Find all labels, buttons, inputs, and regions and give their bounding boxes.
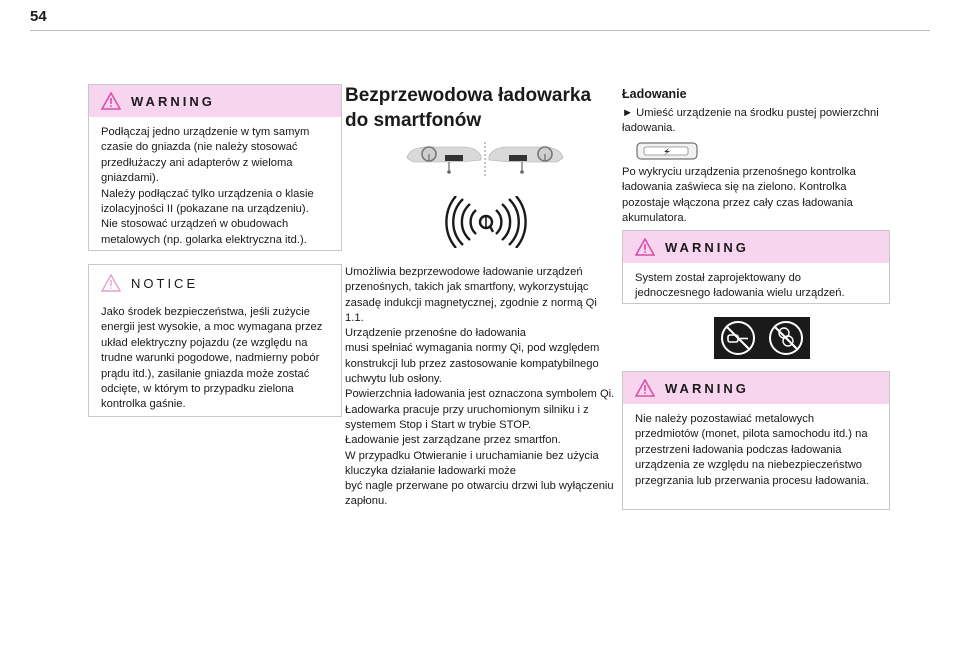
charger-indicator-icon — [636, 142, 698, 160]
warning-box-right-1 — [622, 230, 890, 304]
notice-triangle-icon — [101, 274, 121, 292]
steering-wheel-icon-rhd — [489, 147, 563, 174]
warning-text: Podłączaj jedno urządzenie w tym samym czasie do gniazda (nie należy stosować przedłużaczy ani adapterów z wieloma gniazdami). Należy podłączać tylko urządzenia o klasie izolacyjności II (pokazane na urządzeniu). Nie stosować urządzeń w obudowach metalowych (np. golarka elektryczna itd.). — [101, 126, 314, 246]
warning-header — [623, 372, 889, 404]
warning-triangle-icon — [635, 238, 655, 256]
warning-triangle-icon — [635, 379, 655, 397]
charging-heading: Ładowanie — [622, 87, 687, 101]
warning-title: WARNING — [665, 380, 749, 396]
top-rule — [30, 30, 930, 31]
notice-text: Jako środek bezpieczeństwa, jeśli zużycie energii jest wysokie, a moc wymagana przez układ elektryczny pojazdu (ze względu na trudne warunki pogodowe, nadmierny pobór prądu itd.), zasilanie gniazda może zostać odcięte, w którym to przypadku zielona kontrolka gaśnie. — [101, 306, 323, 411]
warning-box-left — [88, 84, 342, 251]
charging-description: Po wykryciu urządzenia przenośnego kontrolka ładowania zaświeca się na zielono. Kontrolka pozostaje włączona przez cały czas ładowania akumulatora. — [622, 166, 856, 224]
steering-wheel-icon — [407, 147, 481, 174]
warning-triangle-icon — [101, 92, 121, 110]
page-number: 54 — [30, 8, 47, 25]
steering-wheel-figure — [405, 140, 565, 178]
warning-title: WARNING — [131, 93, 215, 109]
section-title: Bezprzewodowa ładowarka do smartfonów — [345, 85, 592, 131]
warning-title: WARNING — [665, 239, 749, 255]
notice-header — [89, 265, 341, 301]
section-body: Umożliwia bezprzewodowe ładowanie urządzeń przenośnych, takich jak smartfony, wykorzystując zasadę indukcji magnetycznej, zgodnie z normą Qi 1.1. Urządzenie przenośne do ładowania musi spełniać wymagania normy Qi, pod względem konstrukcji lub przez zastosowanie kompatybilnego uchwytu lub osłony. Powierzchnia ładowania jest oznaczona symbolem Qi. Ładowarka pracuje przy uruchomionym silniku i z systemem Stop i Start w trybie STOP. Ładowanie jest zarządzane przez smartfon. W przypadku Otwieranie i uruchamianie bez użycia kluczyka działanie ładowarki może być nagle przerwane po otwarciu drzwi lub wyłączeniu zapłonu. — [345, 266, 615, 508]
warning-header — [623, 231, 889, 263]
warning-box-right-2 — [622, 371, 890, 510]
charging-step: ► Umieść urządzenie na środku pustej powierzchni ładowania. — [622, 107, 879, 135]
warning-text: Nie należy pozostawiać metalowych przedmiotów (monet, pilota samochodu itd.) na przestrzeni ładowania podczas ładowania urządzenia ze względu na niebezpieczeństwo przegrzania lub przerwania procesu ładowania. — [635, 413, 869, 487]
notice-title: NOTICE — [131, 275, 199, 291]
qi-wireless-icon — [440, 196, 532, 248]
warning-text: System został zaprojektowany do jednoczesnego ładowania wielu urządzeń. — [635, 272, 845, 300]
notice-box — [88, 264, 342, 417]
warning-header — [89, 85, 341, 117]
prohibition-pictograms — [714, 317, 810, 359]
